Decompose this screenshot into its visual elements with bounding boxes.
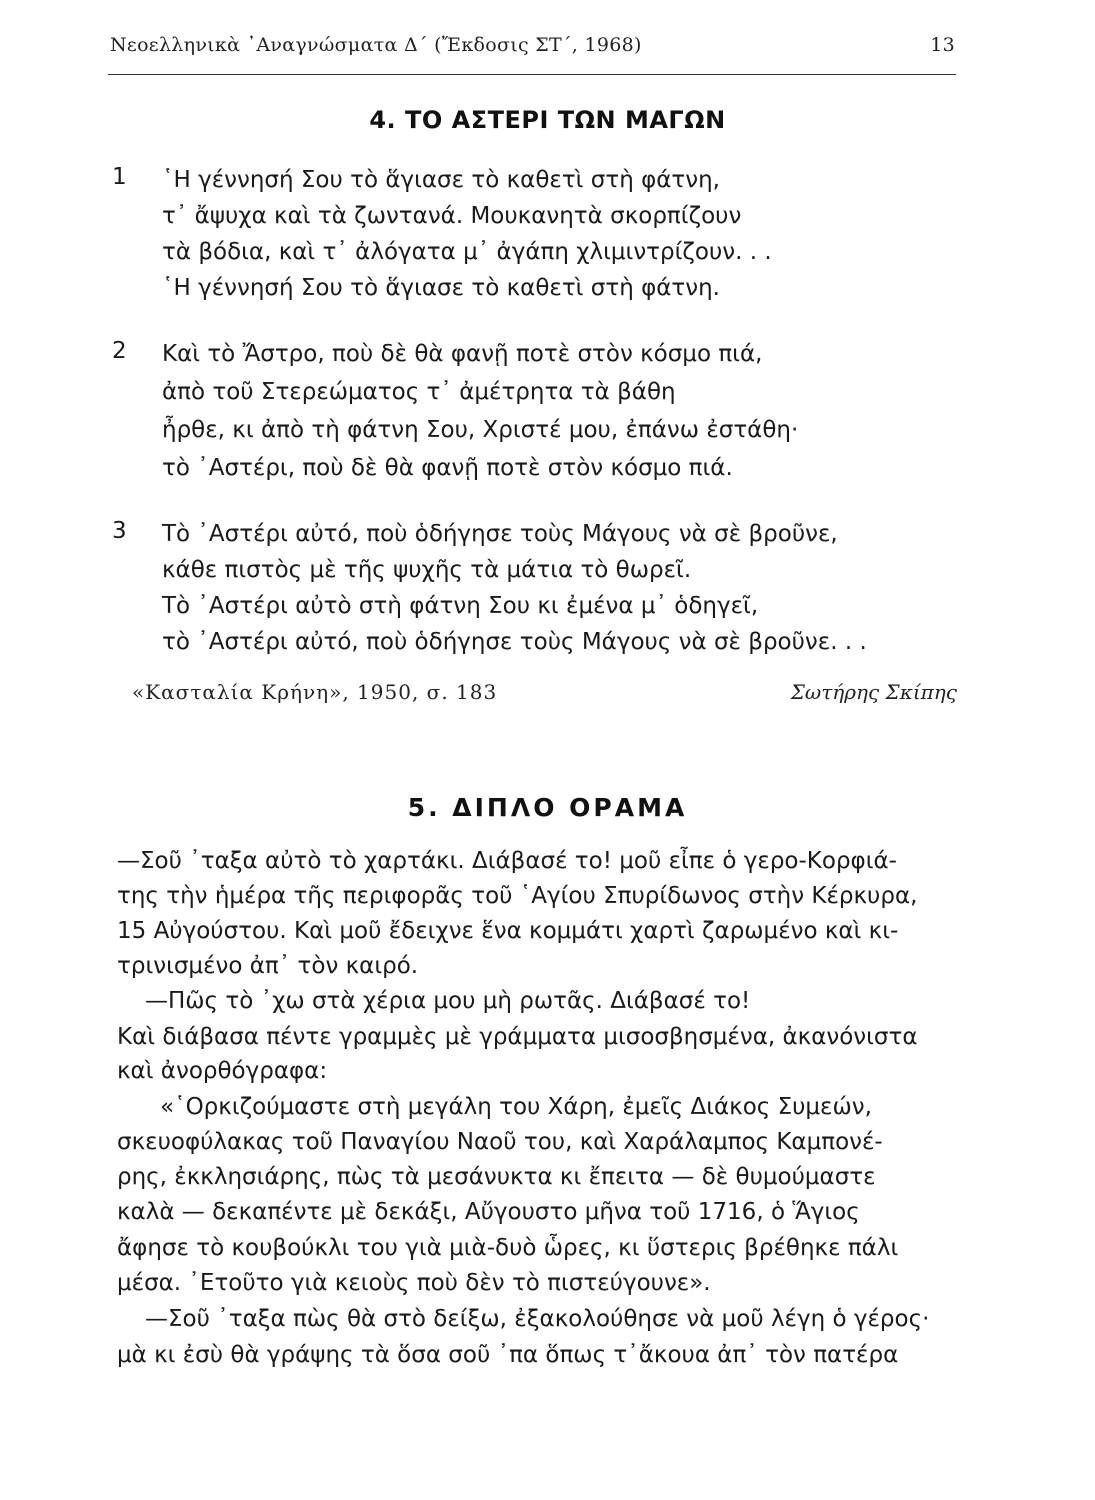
verse-line: τὸ ᾿Αστέρι, ποὺ δὲ θὰ φανῇ ποτὲ στὸν κόσμο πιά.: [162, 455, 733, 481]
page-number: 13: [930, 34, 955, 56]
prose-line: σκευοφύλακας τοῦ Παναγίου Ναοῦ του, καὶ Χαράλαμπος Καμπονέ-: [117, 1129, 883, 1155]
prose-line: της τὴν ἡμέρα τῆς περιφορᾶς τοῦ ῾Αγίου Σπυρίδωνος στὴν Κέρκυρα,: [117, 883, 918, 909]
verse-line: κάθε πιστὸς μὲ τῆς ψυχῆς τὰ μάτια τὸ θωρεῖ.: [162, 557, 692, 583]
prose-line: —Σοῦ ᾿ταξα πὼς θὰ στὸ δείξω, ἐξακολούθησε νὰ μοῦ λέγη ὁ γέρος·: [145, 1306, 930, 1332]
verse-line: ἀπὸ τοῦ Στερεώματος τ᾿ ἀμέτρητα τὰ βάθη: [162, 379, 676, 405]
running-header: [110, 34, 955, 68]
verse-line: ῾Η γέννησή Σου τὸ ἅγιασε τὸ καθετὶ στὴ φάτνη.: [162, 275, 720, 301]
verse-line: τὰ βόδια, καὶ τ᾿ ἀλόγατα μ᾿ ἀγάπη χλιμιντρίζουν. . .: [162, 239, 772, 265]
header-rule: [108, 74, 956, 75]
poem-author: Σωτήρης Σκίπης: [790, 680, 957, 704]
prose-line: Καὶ διάβασα πέντε γραμμὲς μὲ γράμματα μισοσβησμένα, ἀκανόνιστα: [117, 1024, 918, 1050]
prose-line: μέσα. ᾿Ετοῦτο γιὰ κειοὺς ποὺ δὲν τὸ πιστεύγουνε».: [117, 1270, 711, 1296]
stanza-number: 1: [112, 164, 127, 190]
verse-line: τὸ ᾿Αστέρι αὐτό, ποὺ ὁδήγησε τοὺς Μάγους νὰ σὲ βροῦνε. . .: [162, 629, 867, 655]
prose-line: ρης, ἐκκλησιάρης, πὼς τὰ μεσάνυκτα κι ἔπειτα — δὲ θυμούμαστε: [117, 1164, 876, 1190]
prose-line: καὶ ἀνορθόγραφα:: [117, 1058, 328, 1084]
prose-line: 15 Αὐγούστου. Καὶ μοῦ ἔδειχνε ἕνα κομμάτι χαρτὶ ζαρωμένο καὶ κι-: [117, 918, 899, 944]
verse-line: Τὸ ᾿Αστέρι αὐτὸ στὴ φάτνη Σου κι ἐμένα μ᾿ ὁδηγεῖ,: [162, 593, 759, 619]
prose-line: ἄφησε τὸ κουβούκλι του γιὰ μιὰ-δυὸ ὧρες, κι ὕστερις βρέθηκε πάλι: [117, 1235, 899, 1261]
prose-line: «῾Ορκιζούμαστε στὴ μεγάλη του Χάρη, ἐμεῖς Διάκος Συμεών,: [160, 1094, 872, 1120]
verse-line: τ᾿ ἄψυχα καὶ τὰ ζωντανά. Μουκανητὰ σκορπίζουν: [162, 203, 742, 229]
story-title: 5. ΔΙΠΛΟ ΟΡΑΜΑ: [407, 793, 688, 822]
stanza-number: 3: [112, 518, 127, 544]
prose-line: καλὰ — δεκαπέντε μὲ δεκάξι, Αὔγουστο μῆνα τοῦ 1716, ὁ Ἅγιος: [117, 1199, 860, 1225]
verse-line: ῾Η γέννησή Σου τὸ ἅγιασε τὸ καθετὶ στὴ φάτνη,: [162, 167, 720, 193]
prose-line: —Σοῦ ᾿ταξα αὐτὸ τὸ χαρτάκι. Διάβασέ το! μοῦ εἶπε ὁ γερο-Κορφιά-: [117, 848, 897, 874]
prose-line: τρινισμένο ἀπ᾿ τὸν καιρό.: [117, 953, 419, 979]
verse-line: Τὸ ᾿Αστέρι αὐτό, ποὺ ὁδήγησε τοὺς Μάγους νὰ σὲ βροῦνε,: [162, 521, 838, 547]
verse-line: ἦρθε, κι ἀπὸ τὴ φάτνη Σου, Χριστέ μου, ἐπάνω ἐστάθη·: [162, 417, 799, 443]
poem-title: 4. ΤΟ ΑΣΤΕΡΙ ΤΩΝ ΜΑΓΩΝ: [369, 106, 726, 134]
stanza-number: 2: [112, 338, 127, 364]
running-title: Νεοελληνικὰ ᾿Αναγνώσματα Δ΄ (Ἔκδοσις ΣΤ΄, 1968): [110, 34, 642, 56]
verse-line: Καὶ τὸ Ἄστρο, ποὺ δὲ θὰ φανῇ ποτὲ στὸν κόσμο πιά,: [162, 341, 763, 367]
prose-line: μὰ κι ἐσὺ θὰ γράψης τὰ ὅσα σοῦ ᾿πα ὅπως τ᾿ἄκουα ἀπ᾿ τὸν πατέρα: [117, 1342, 899, 1368]
poem-source: «Κασταλία Κρήνη», 1950, σ. 183: [132, 680, 498, 704]
prose-line: —Πῶς τὸ ᾿χω στὰ χέρια μου μὴ ρωτᾶς. Διάβασέ το!: [145, 988, 751, 1014]
